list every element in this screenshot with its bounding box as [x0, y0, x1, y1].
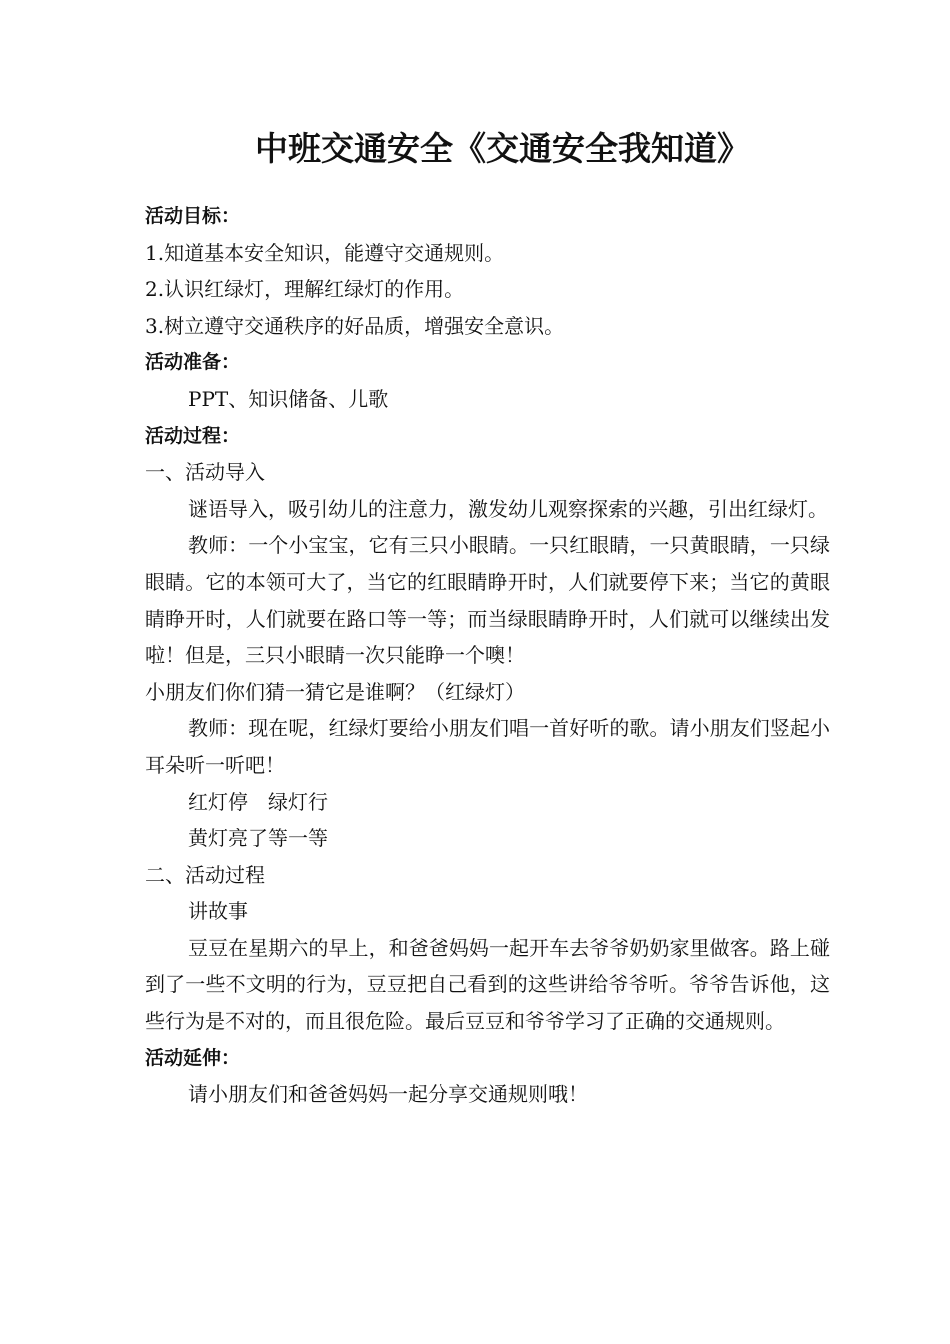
part2-story: 豆豆在星期六的早上，和爸爸妈妈一起开车去爷爷奶奶家里做客。路上碰到了一些不文明的行为，豆豆把自己看到的这些讲给爷爷听。爷爷告诉他，这些行为是不对的，而且很危险。最后豆豆和爷爷学习了正确的交通规则。	[145, 935, 830, 1034]
part1-heading: 一、活动导入	[145, 460, 265, 485]
goal-item-3: 3.树立遵守交通秩序的好品质，增强安全意识。	[145, 313, 565, 338]
preparation-heading: 活动准备：	[145, 351, 241, 374]
goal-item-1: 1.知道基本安全知识，能遵守交通规则。	[145, 240, 505, 265]
song-line-1: 红灯停 绿灯行	[188, 789, 328, 814]
part2-heading: 二、活动过程	[145, 862, 265, 887]
part1-song-intro: 教师：现在呢，红绿灯要给小朋友们唱一首好听的歌。请小朋友们竖起小耳朵听一听吧！	[145, 716, 830, 777]
document-title: 中班交通安全《交通安全我知道》	[255, 129, 750, 168]
process-heading: 活动过程：	[145, 424, 241, 447]
goal-item-2: 2.认识红绿灯，理解红绿灯的作用。	[145, 277, 465, 302]
part1-intro: 谜语导入，吸引幼儿的注意力，激发幼儿观察探索的兴趣，引出红绿灯。	[188, 496, 828, 521]
part1-riddle: 教师：一个小宝宝，它有三只小眼睛。一只红眼睛，一只黄眼睛，一只绿眼睛。它的本领可大了，当它的红眼睛睁开时，人们就要停下来；当它的黄眼睛睁开时，人们就要在路口等一等；而当绿眼睛睁开时，人们就可以继续出发啦！但是，三只小眼睛一次只能睁一个噢！	[145, 533, 830, 668]
document-body	[145, 198, 830, 1113]
part1-question: 小朋友们你们猜一猜它是谁啊？（红绿灯）	[145, 679, 525, 704]
extension-text: 请小朋友们和爸爸妈妈一起分享交通规则哦！	[188, 1082, 588, 1107]
extension-heading: 活动延伸：	[145, 1046, 241, 1069]
part2-subheading: 讲故事	[188, 899, 248, 924]
goals-heading: 活动目标：	[145, 205, 241, 227]
preparation-text: PPT、知识储备、儿歌	[188, 386, 389, 411]
song-line-2: 黄灯亮了等一等	[188, 826, 328, 851]
